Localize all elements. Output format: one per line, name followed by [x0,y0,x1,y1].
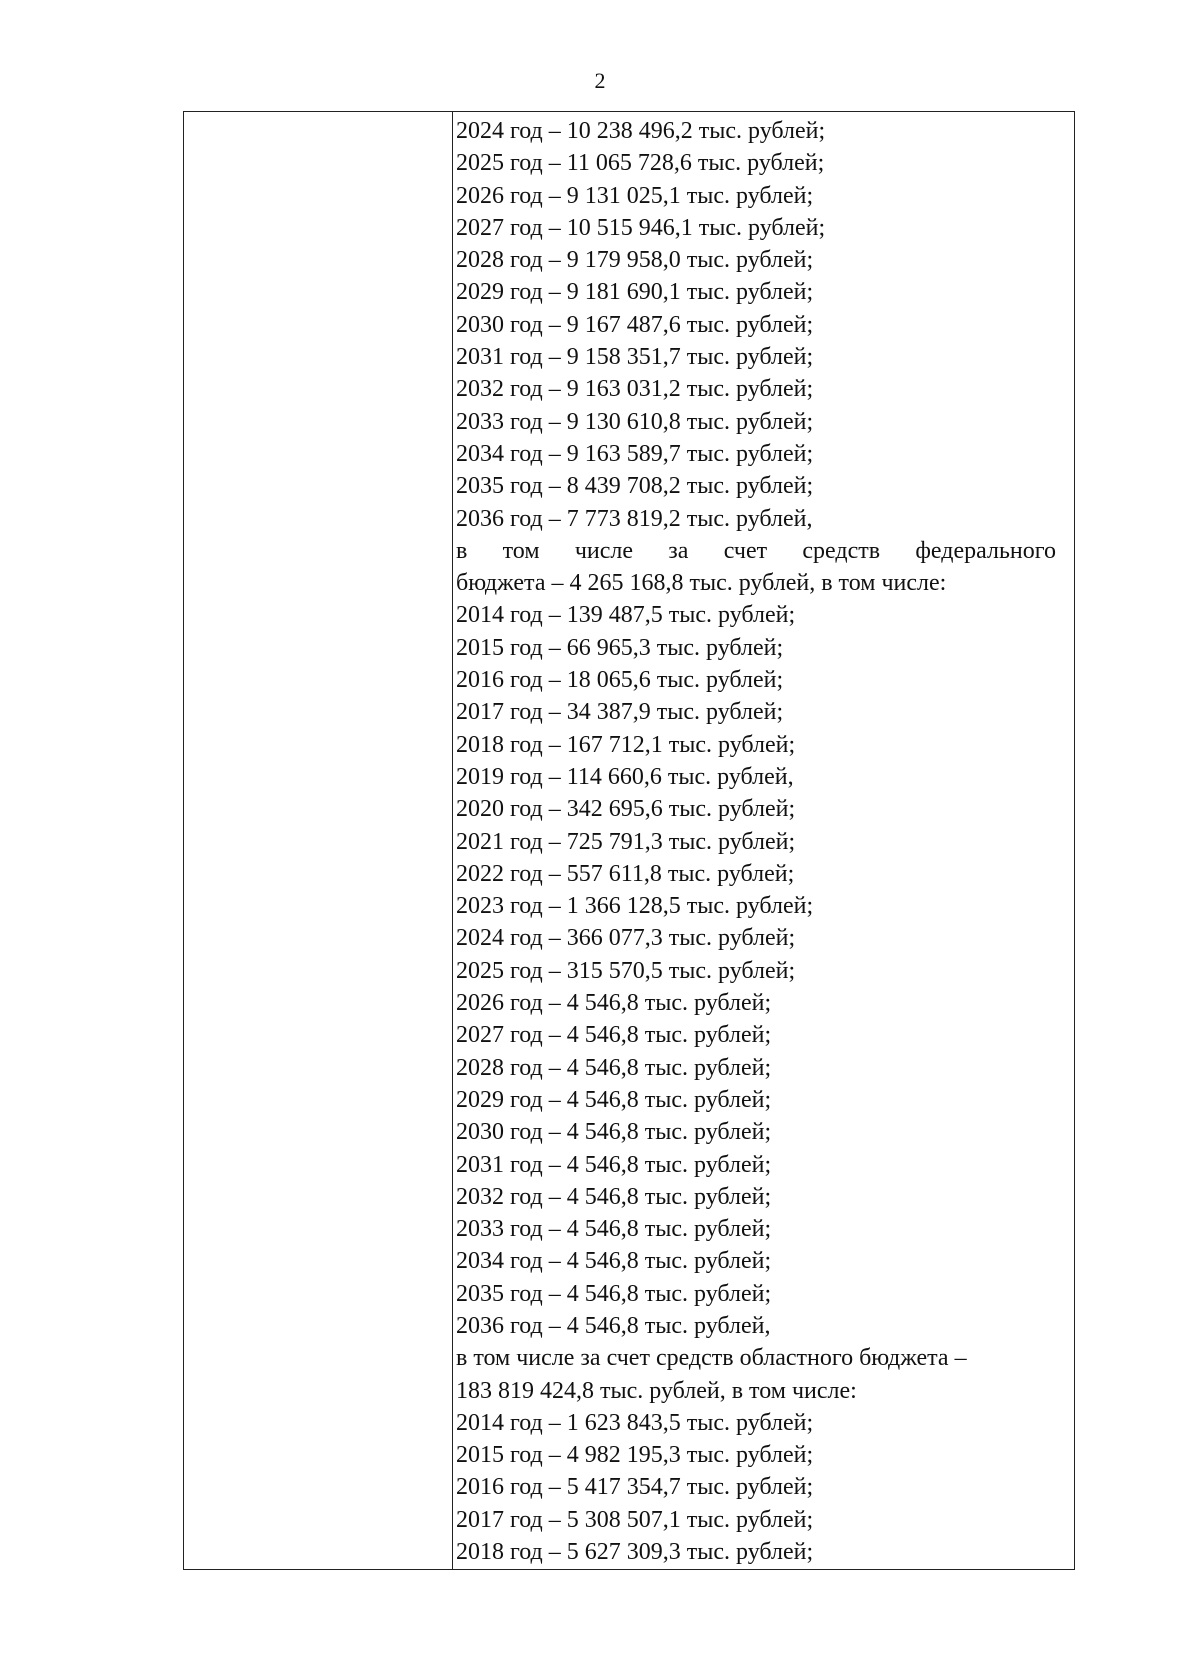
funding-line: 2035 год – 4 546,8 тыс. рублей; [456,1280,772,1307]
funding-table [183,111,1075,1570]
funding-line: 2030 год – 9 167 487,6 тыс. рублей; [456,311,814,338]
funding-line: 2026 год – 9 131 025,1 тыс. рублей; [456,182,814,209]
funding-line: 2034 год – 9 163 589,7 тыс. рублей; [456,440,814,467]
funding-line: в том числе за счет средств областного бюджета – [456,1345,967,1372]
page-number: 2 [594,68,606,93]
funding-line: 2020 год – 342 695,6 тыс. рублей; [456,796,796,823]
funding-line: 2032 год – 9 163 031,2 тыс. рублей; [456,376,814,403]
funding-line: 2014 год – 1 623 843,5 тыс. рублей; [456,1409,814,1436]
funding-line: 2016 год – 5 417 354,7 тыс. рублей; [456,1474,814,1501]
funding-line: 2022 год – 557 611,8 тыс. рублей; [456,860,795,887]
funding-line: 2017 год – 34 387,9 тыс. рублей; [456,699,784,726]
column-divider [452,112,453,1569]
funding-line: 2017 год – 5 308 507,1 тыс. рублей; [456,1506,814,1533]
funding-line: 2024 год – 10 238 496,2 тыс. рублей; [456,118,826,144]
funding-line: 2014 год – 139 487,5 тыс. рублей; [456,602,796,629]
funding-line: 2028 год – 9 179 958,0 тыс. рублей; [456,247,814,274]
funding-line: 2029 год – 4 546,8 тыс. рублей; [456,1086,772,1113]
funding-line: 2028 год – 4 546,8 тыс. рублей; [456,1054,772,1081]
funding-line: 2036 год – 4 546,8 тыс. рублей, [456,1312,771,1339]
funding-line: 2031 год – 4 546,8 тыс. рублей; [456,1151,772,1178]
funding-line: 2026 год – 4 546,8 тыс. рублей; [456,990,772,1017]
funding-line: 2023 год – 1 366 128,5 тыс. рублей; [456,893,814,920]
funding-line: 2032 год – 4 546,8 тыс. рублей; [456,1183,772,1210]
funding-line: 2021 год – 725 791,3 тыс. рублей; [456,828,796,855]
funding-line: 2016 год – 18 065,6 тыс. рублей; [456,667,784,694]
funding-line: 2018 год – 167 712,1 тыс. рублей; [456,731,796,758]
funding-line: 2033 год – 9 130 610,8 тыс. рублей; [456,408,814,435]
funding-line: 2034 год – 4 546,8 тыс. рублей; [456,1248,772,1275]
funding-line: бюджета – 4 265 168,8 тыс. рублей, в том числе: [456,570,947,597]
funding-line: 2027 год – 4 546,8 тыс. рублей; [456,1022,772,1049]
funding-line: 2027 год – 10 515 946,1 тыс. рублей; [456,214,826,241]
funding-line: 2025 год – 11 065 728,6 тыс. рублей; [456,150,825,177]
funding-line: 2031 год – 9 158 351,7 тыс. рублей; [456,344,814,371]
funding-line: 2030 год – 4 546,8 тыс. рублей; [456,1119,772,1146]
funding-line: 2035 год – 8 439 708,2 тыс. рублей; [456,473,814,500]
funding-line: 2025 год – 315 570,5 тыс. рублей; [456,957,796,984]
funding-line: 2019 год – 114 660,6 тыс. рублей, [456,763,794,790]
funding-line: 2015 год – 4 982 195,3 тыс. рублей; [456,1442,814,1469]
funding-line: 183 819 424,8 тыс. рублей, в том числе: [456,1377,857,1404]
funding-line: 2033 год – 4 546,8 тыс. рублей; [456,1216,772,1243]
funding-line: 2029 год – 9 181 690,1 тыс. рублей; [456,279,814,306]
funding-line: в том числе за счет средств федерального [456,537,1056,564]
funding-line: 2036 год – 7 773 819,2 тыс. рублей, [456,505,813,532]
table-right-cell [456,115,1056,1568]
funding-line: 2024 год – 366 077,3 тыс. рублей; [456,925,796,952]
funding-line: 2015 год – 66 965,3 тыс. рублей; [456,634,784,661]
funding-line: 2018 год – 5 627 309,3 тыс. рублей; [456,1539,814,1566]
